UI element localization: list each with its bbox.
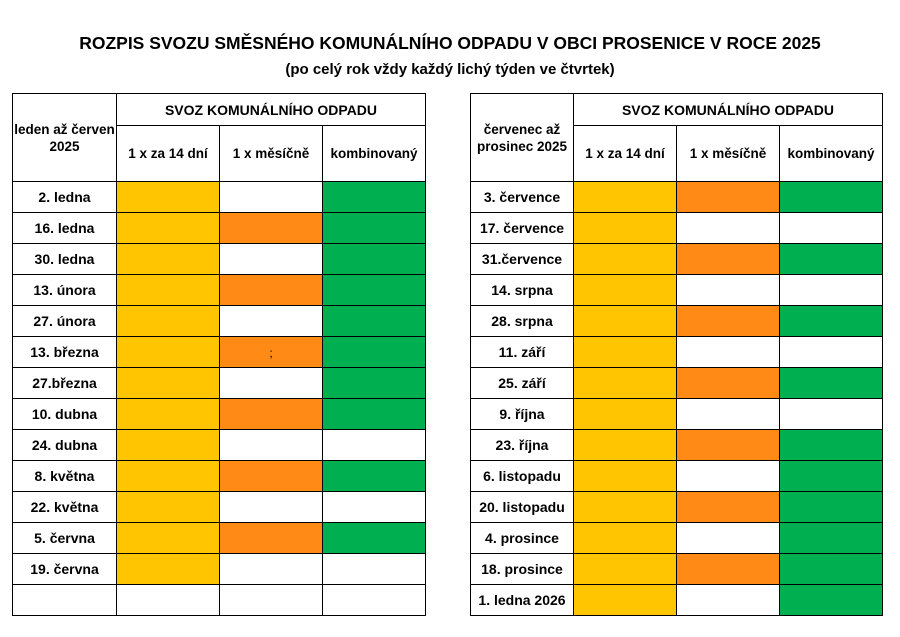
collection-cell-combined [780, 492, 883, 523]
collection-cell-combined [323, 585, 426, 616]
collection-cell-biweekly [574, 492, 677, 523]
column-header-monthly: 1 x měsíčně [677, 126, 780, 182]
collection-cell-combined [323, 523, 426, 554]
collection-date: 19. června [13, 554, 117, 585]
collection-date: 10. dubna [13, 399, 117, 430]
collection-cell-combined [323, 275, 426, 306]
column-header-combined: kombinovaný [780, 126, 883, 182]
document-subtitle: (po celý rok vždy každý lichý týden ve čtvrtek) [285, 61, 615, 78]
collection-cell-biweekly [117, 492, 220, 523]
table-row [471, 554, 883, 585]
table-row [13, 523, 426, 554]
collection-cell-monthly [220, 523, 323, 554]
collection-date: 23. října [471, 430, 574, 461]
collection-cell-combined [780, 368, 883, 399]
table-row [471, 585, 883, 616]
table-row [471, 368, 883, 399]
schedule-table-first-half [12, 93, 426, 616]
table-row [13, 368, 426, 399]
collection-cell-monthly [677, 554, 780, 585]
collection-date: 5. června [13, 523, 117, 554]
collection-cell-combined [323, 182, 426, 213]
collection-date [13, 585, 117, 616]
collection-cell-combined [780, 461, 883, 492]
collection-cell-combined [323, 337, 426, 368]
collection-cell-monthly [677, 430, 780, 461]
collection-cell-monthly [677, 337, 780, 368]
table-row [13, 399, 426, 430]
table-row [13, 337, 426, 368]
table-row [471, 244, 883, 275]
collection-date: 20. listopadu [471, 492, 574, 523]
collection-cell-monthly [220, 213, 323, 244]
collection-cell-biweekly [117, 554, 220, 585]
collection-cell-biweekly [574, 523, 677, 554]
collection-cell-monthly [220, 275, 323, 306]
collection-date: 1. ledna 2026 [471, 585, 574, 616]
collection-cell-monthly [677, 585, 780, 616]
collection-cell-combined [780, 182, 883, 213]
table-row [471, 275, 883, 306]
collection-cell-monthly [677, 182, 780, 213]
schedule-table-second-half [470, 93, 883, 616]
collection-date: 4. prosince [471, 523, 574, 554]
collection-cell-combined [780, 275, 883, 306]
collection-cell-combined [323, 213, 426, 244]
period-label: leden až červen 2025 [13, 94, 117, 182]
collection-date: 18. prosince [471, 554, 574, 585]
collection-cell-combined [780, 337, 883, 368]
collection-cell-combined [323, 306, 426, 337]
collection-cell-biweekly [117, 244, 220, 275]
table-row [471, 461, 883, 492]
collection-cell-monthly [220, 585, 323, 616]
collection-cell-biweekly [574, 399, 677, 430]
collection-cell-biweekly [117, 306, 220, 337]
collection-cell-combined [780, 430, 883, 461]
collection-cell-monthly [220, 492, 323, 523]
collection-date: 13. března [13, 337, 117, 368]
collection-date: 25. září [471, 368, 574, 399]
collection-cell-biweekly [574, 430, 677, 461]
collection-cell-combined [780, 399, 883, 430]
collection-cell-combined [323, 492, 426, 523]
collection-cell-monthly [220, 306, 323, 337]
collection-cell-biweekly [117, 399, 220, 430]
collection-date: 24. dubna [13, 430, 117, 461]
table-row [13, 213, 426, 244]
collection-cell-monthly [677, 306, 780, 337]
collection-cell-biweekly [117, 585, 220, 616]
table-row [13, 244, 426, 275]
collection-cell-biweekly [117, 337, 220, 368]
collection-cell-combined [323, 461, 426, 492]
collection-date: 27. února [13, 306, 117, 337]
collection-date: 11. září [471, 337, 574, 368]
collection-cell-biweekly [574, 461, 677, 492]
table-row [13, 430, 426, 461]
column-header-monthly: 1 x měsíčně [220, 126, 323, 182]
collection-cell-combined [780, 523, 883, 554]
collection-cell-combined [323, 244, 426, 275]
collection-cell-biweekly [117, 182, 220, 213]
table-row [13, 554, 426, 585]
collection-cell-biweekly [574, 554, 677, 585]
collection-cell-biweekly [574, 585, 677, 616]
collection-cell-biweekly [574, 368, 677, 399]
collection-cell-monthly [220, 337, 323, 368]
table-row [471, 523, 883, 554]
period-label: červenec až prosinec 2025 [471, 94, 574, 182]
collection-cell-monthly [677, 213, 780, 244]
collection-cell-biweekly [574, 306, 677, 337]
collection-date: 14. srpna [471, 275, 574, 306]
column-header-biweekly: 1 x za 14 dní [117, 126, 220, 182]
collection-cell-monthly [220, 461, 323, 492]
collection-cell-combined [323, 368, 426, 399]
table-row [13, 306, 426, 337]
collection-cell-monthly [220, 182, 323, 213]
collection-cell-biweekly [574, 213, 677, 244]
collection-cell-combined [780, 244, 883, 275]
collection-cell-biweekly [117, 368, 220, 399]
table-row [13, 585, 426, 616]
collection-cell-biweekly [574, 275, 677, 306]
collection-cell-biweekly [574, 182, 677, 213]
collection-cell-combined [780, 213, 883, 244]
collection-cell-biweekly [117, 213, 220, 244]
collection-date: 17. července [471, 213, 574, 244]
collection-cell-biweekly [574, 337, 677, 368]
collection-cell-biweekly [117, 461, 220, 492]
collection-cell-monthly [220, 368, 323, 399]
cell-mark: ; [269, 346, 273, 360]
collection-cell-monthly [220, 554, 323, 585]
collection-date: 27.března [13, 368, 117, 399]
collection-cell-monthly [677, 244, 780, 275]
table-row [471, 430, 883, 461]
group-header: SVOZ KOMUNÁLNÍHO ODPADU [117, 94, 426, 126]
collection-date: 2. ledna [13, 182, 117, 213]
collection-cell-monthly [220, 244, 323, 275]
collection-cell-monthly [677, 275, 780, 306]
collection-cell-monthly [220, 399, 323, 430]
collection-cell-combined [323, 399, 426, 430]
collection-date: 3. července [471, 182, 574, 213]
collection-date: 30. ledna [13, 244, 117, 275]
collection-cell-combined [780, 585, 883, 616]
table-row [471, 492, 883, 523]
collection-date: 6. listopadu [471, 461, 574, 492]
collection-date: 16. ledna [13, 213, 117, 244]
collection-date: 13. února [13, 275, 117, 306]
table-row [13, 461, 426, 492]
table-row [471, 213, 883, 244]
collection-cell-combined [780, 554, 883, 585]
collection-cell-combined [780, 306, 883, 337]
collection-date: 9. října [471, 399, 574, 430]
collection-date: 22. května [13, 492, 117, 523]
table-row [471, 337, 883, 368]
collection-cell-combined [323, 430, 426, 461]
collection-date: 28. srpna [471, 306, 574, 337]
collection-cell-monthly [220, 430, 323, 461]
collection-cell-monthly [677, 461, 780, 492]
group-header: SVOZ KOMUNÁLNÍHO ODPADU [574, 94, 883, 126]
column-header-combined: kombinovaný [323, 126, 426, 182]
collection-date: 8. května [13, 461, 117, 492]
table-row [471, 399, 883, 430]
collection-date: 31.července [471, 244, 574, 275]
collection-cell-monthly [677, 523, 780, 554]
collection-cell-biweekly [117, 523, 220, 554]
table-row [471, 182, 883, 213]
collection-cell-combined [323, 554, 426, 585]
collection-cell-biweekly [117, 430, 220, 461]
collection-cell-monthly [677, 399, 780, 430]
table-row [13, 492, 426, 523]
table-row [471, 306, 883, 337]
table-row [13, 275, 426, 306]
collection-cell-biweekly [117, 275, 220, 306]
document-title: ROZPIS SVOZU SMĚSNÉHO KOMUNÁLNÍHO ODPADU V OBCI PROSENICE V ROCE 2025 [79, 33, 821, 53]
collection-cell-monthly [677, 492, 780, 523]
collection-cell-monthly [677, 368, 780, 399]
collection-cell-biweekly [574, 244, 677, 275]
column-header-biweekly: 1 x za 14 dní [574, 126, 677, 182]
table-row [13, 182, 426, 213]
